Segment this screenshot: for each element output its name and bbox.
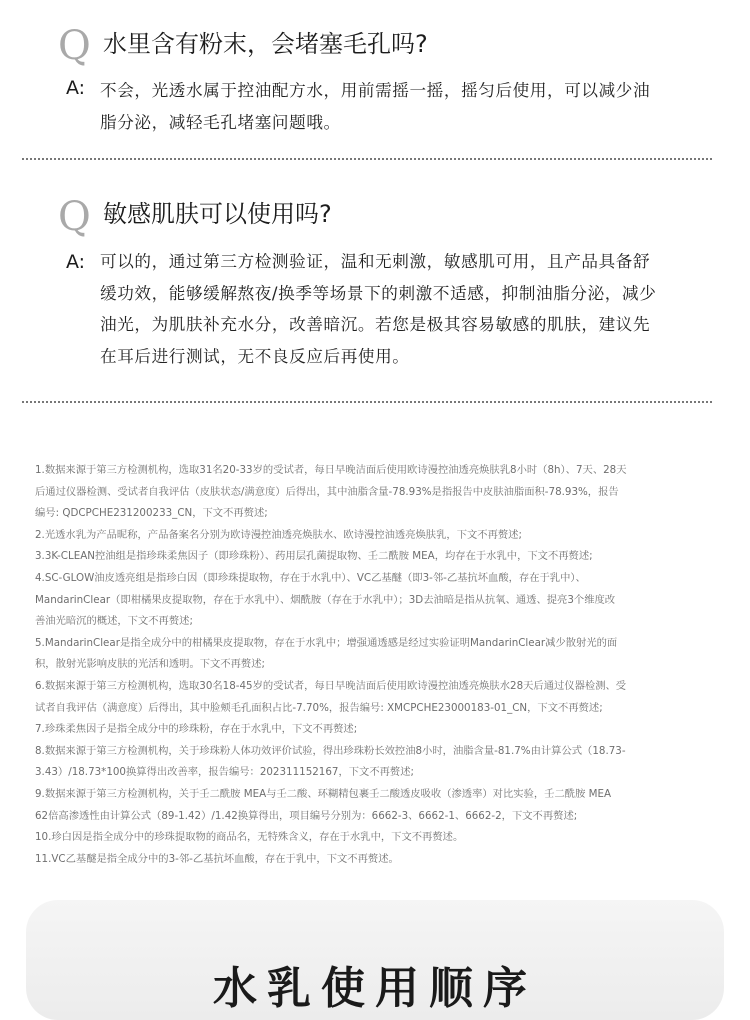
question-mark-icon: Q [58, 23, 91, 69]
answer-mark: A: [66, 77, 86, 99]
usage-order-title: 水乳使用顺序 [213, 963, 537, 1014]
answer-line: 在耳后进行测试，无不良反应后再使用。 [100, 346, 410, 366]
dotted-divider [22, 158, 712, 160]
footnote-line: 7.珍珠柔焦因子是指全成分中的珍珠粉，存在于水乳中，下文不再赘述; [35, 723, 358, 736]
question-text: 敏感肌肤可以使用吗? [103, 200, 332, 228]
answer-line: 脂分泌，减轻毛孔堵塞问题哦。 [100, 113, 341, 132]
footnote-line: 编号: QDCPCHE231200233_CN，下文不再赘述; [35, 507, 268, 520]
question-mark-icon: Q [58, 194, 91, 240]
footnote-line: 5.MandarinClear是指全成分中的柑橘果皮提取物，存在于水乳中；增强通透感是经过实验证明MandarinClear减少散射光的面 [35, 636, 618, 649]
footnote-line: 善油光暗沉的概述，下文不再赘述; [35, 615, 193, 628]
answer-text [100, 246, 700, 372]
answer-line: 油光，为肌肤补充水分，改善暗沉。若您是极其容易敏感的肌肤，建议先 [100, 315, 651, 334]
footnote-line: 6.数据来源于第三方检测机构，选取30名18-45岁的受试者，每日早晚洁面后使用欧诗漫控油透亮焕肤水28天后通过仪器检测、受 [35, 679, 627, 692]
answer-line: 不会，光透水属于控油配方水，用前需摇一摇，摇匀后使用，可以减少油 [100, 81, 651, 100]
answer-text [100, 75, 700, 139]
answer-line: 缓功效，能够缓解熬夜/换季等场景下的刺激不适感，抑制油脂分泌，减少 [100, 283, 657, 303]
answer-line: 可以的，通过第三方检测验证，温和无刺激，敏感肌可用，且产品具备舒 [100, 252, 651, 271]
footnote-line: 3.3K-CLEAN控油组是指珍珠柔焦因子（即珍珠粉）、药用层孔菌提取物、壬二酰胺 MEA，均存在于水乳中，下文不再赘述; [35, 550, 593, 563]
footnote-line: 试者自我评估（满意度）后得出，其中脸颊毛孔面积占比-7.70%，报告编号: XMCPCHE23000183-01_CN，下文不再赘述; [35, 701, 603, 714]
footnote-line: 9.数据来源于第三方检测机构，关于壬二酰胺 MEA与壬二酸、环糊精包裹壬二酸透皮吸收（渗透率）对比实验，壬二酰胺 MEA [35, 787, 612, 800]
footnote-line: 后通过仪器检测、受试者自我评估（皮肤状态/满意度）后得出，其中油脂含量-78.93%是指报告中皮肤油脂面积-78.93%，报告 [35, 485, 619, 498]
footnote-line: 1.数据来源于第三方检测机构，选取31名20-33岁的受试者，每日早晚洁面后使用欧诗漫控油透亮焕肤乳8小时（8h）、7天、28天 [35, 464, 627, 476]
answer-mark: A: [66, 251, 86, 273]
footnote-line: 4.SC-GLOW油皮透亮组是指珍白因（即珍珠提取物，存在于水乳中）、VC乙基醚（即3-邻-乙基抗坏血酸，存在于乳中）、 [35, 571, 586, 584]
footnote-line: 3.43）/18.73*100换算得出改善率，报告编号：202311152167，下文不再赘述; [35, 766, 414, 779]
footnote-line: 10.珍白因是指全成分中的珍珠提取物的商品名，无特殊含义，存在于水乳中，下文不再赘述。 [35, 831, 464, 844]
footnote-line: 11.VC乙基醚是指全成分中的3-邻-乙基抗坏血酸，存在于乳中，下文不再赘述。 [35, 852, 399, 865]
footnotes [35, 460, 715, 870]
question-text: 水里含有粉末，会堵塞毛孔吗? [103, 30, 428, 58]
footnote-line: MandarinClear（即柑橘果皮提取物，存在于水乳中）、烟酰胺（存在于水乳中）；3D去油暗是指从抗氧、通透、提亮3个维度改 [35, 593, 616, 606]
footnote-line: 积，散射光影响皮肤的光活和透明。下文不再赘述; [35, 658, 265, 671]
dotted-divider [22, 401, 712, 403]
footnote-line: 8.数据来源于第三方检测机构，关于珍珠粉人体功效评价试验，得出珍珠粉长效控油8小时，油脂含量-81.7%由计算公式（18.73- [35, 744, 626, 757]
footnote-line: 62倍高渗透性由计算公式（89-1.42）/1.42换算得出，项目编号分别为：6662-3、6662-1、6662-2，下文不再赘述; [35, 809, 578, 822]
usage-order-card [26, 900, 724, 1020]
footnote-line: 2.光透水乳为产品昵称，产品备案名分别为欧诗漫控油透亮焕肤水、欧诗漫控油透亮焕肤乳，下文不再赘述; [35, 528, 522, 541]
